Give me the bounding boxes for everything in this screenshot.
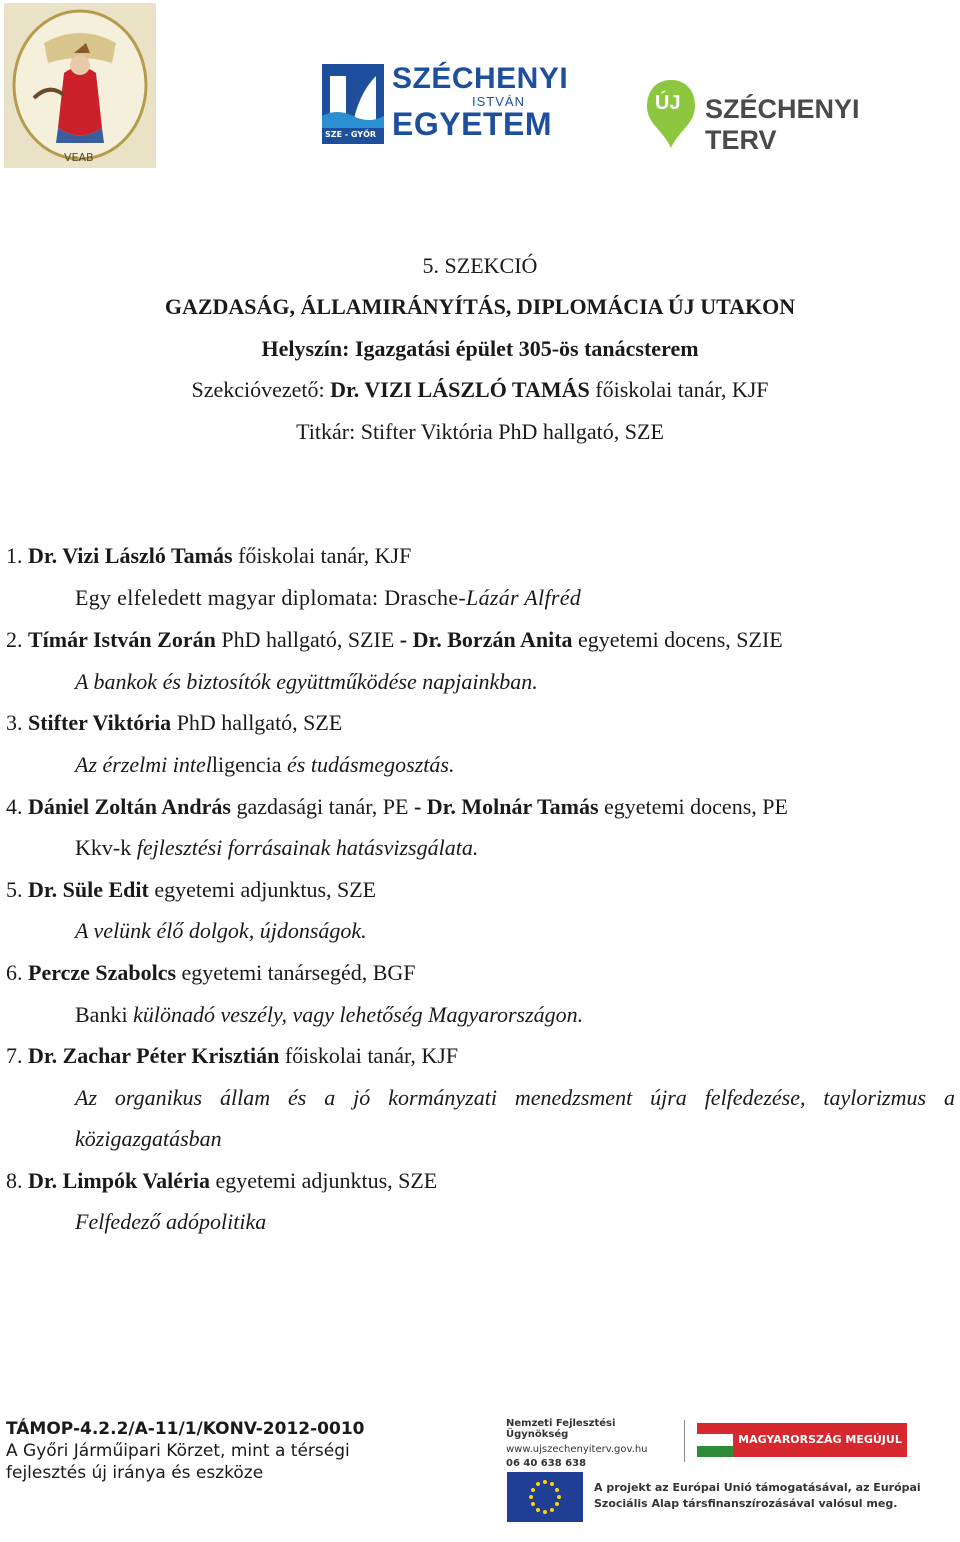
talk-title-italic: fejlesztési forrásainak hatásvizsgálata. xyxy=(136,835,479,860)
nfu-url: www.ujszechenyiterv.gov.hu xyxy=(506,1444,648,1455)
talk-3-title xyxy=(75,752,454,778)
talk-8-title: Felfedező adópolitika xyxy=(75,1209,267,1234)
talk-7-speaker xyxy=(6,1043,458,1069)
talk-title-italic: és tudásmegosztás. xyxy=(281,752,455,777)
leader-name: Dr. VIZI LÁSZLÓ TAMÁS xyxy=(330,377,590,402)
project-code: TÁMOP-4.2.2/A-11/1/KONV-2012-0010 xyxy=(6,1419,365,1439)
talk-title-plain: Egy elfeledett magyar diplomata: Drasche- xyxy=(75,585,467,610)
speaker-name: Tímár István Zorán xyxy=(28,627,216,652)
speaker-name: Dr. Limpók Valéria xyxy=(28,1168,210,1193)
title-word: a xyxy=(324,1085,336,1110)
talk-6-speaker xyxy=(6,960,416,986)
talk-title-plain: Kkv-k xyxy=(75,835,137,860)
speaker-affiliation: egyetemi docens, SZIE xyxy=(572,627,783,652)
talk-5-title: A velünk élő dolgok, újdonságok. xyxy=(75,918,367,943)
talk-title-italic: különadó veszély, vagy lehetőség Magyarországon. xyxy=(133,1002,584,1027)
talk-number: 3. xyxy=(6,710,28,735)
talk-6-title xyxy=(75,1002,583,1028)
speaker-separator: - Dr. xyxy=(399,627,442,652)
title-word: felfedezése, xyxy=(704,1085,806,1110)
nfu-title: Nemzeti Fejlesztési Ügynökség xyxy=(506,1418,616,1440)
title-word: Az xyxy=(75,1085,97,1110)
talk-number: 6. xyxy=(6,960,28,985)
speaker-affiliation: gazdasági tanár, PE xyxy=(230,794,414,819)
speaker-affiliation: főiskolai tanár, KJF xyxy=(232,543,412,568)
talk-number: 7. xyxy=(6,1043,28,1068)
title-word: organikus xyxy=(114,1085,203,1110)
speaker-name: Dr. Vizi László Tamás xyxy=(28,543,233,568)
szechenyi-terv-logo xyxy=(645,78,920,164)
talk-title-italic: Lázár Alfréd xyxy=(466,585,582,610)
talk-title-plain: Banki xyxy=(75,1002,134,1027)
speaker-name: Borzán Anita xyxy=(441,627,573,652)
eu-line1: A projekt az Európai Unió támogatásával, az Európai xyxy=(594,1481,921,1494)
leader-prefix: Szekcióvezető: xyxy=(191,377,331,402)
talk-1-title xyxy=(75,585,581,611)
eu-flag-icon xyxy=(507,1472,583,1522)
talk-4-title xyxy=(75,835,478,861)
title-word: taylorizmus xyxy=(823,1085,927,1110)
sze-name-line1: SZÉCHENYI xyxy=(392,62,569,95)
section-secretary: Titkár: Stifter Viktória PhD hallgató, SZE xyxy=(296,419,664,444)
title-word: jó xyxy=(353,1085,371,1110)
terv-badge-text: ÚJ xyxy=(655,92,681,114)
speaker-affiliation: egyetemi docens, PE xyxy=(598,794,788,819)
talk-number: 4. xyxy=(6,794,28,819)
nfu-phone: 06 40 638 638 xyxy=(506,1458,587,1469)
talk-1-speaker xyxy=(6,543,411,569)
sze-logo xyxy=(322,62,597,148)
talk-7-title-line2: közigazgatásban xyxy=(75,1126,222,1151)
talk-number: 8. xyxy=(6,1168,28,1193)
terv-text: SZÉCHENYI TERV xyxy=(705,94,860,155)
sze-badge-text: SZE - GYŐR xyxy=(325,130,377,139)
academy-logo-sub: VEAB xyxy=(64,151,94,164)
speaker-name: Dániel Zoltán András xyxy=(28,794,231,819)
speaker-affiliation: egyetemi tanársegéd, BGF xyxy=(176,960,416,985)
title-word: állam xyxy=(220,1085,271,1110)
section-number: 5. SZEKCIÓ xyxy=(422,253,538,278)
vertical-divider xyxy=(684,1420,685,1462)
talk-8-speaker xyxy=(6,1168,437,1194)
speaker-name: Stifter Viktória xyxy=(28,710,172,735)
title-word: menedzsment xyxy=(514,1085,633,1110)
talk-number: 5. xyxy=(6,877,28,902)
sze-emblem xyxy=(322,64,384,144)
talk-7-title-line1 xyxy=(75,1085,955,1111)
talk-number: 1. xyxy=(6,543,28,568)
title-word: újra xyxy=(650,1085,687,1110)
speaker-affiliation: egyetemi adjunktus, SZE xyxy=(148,877,377,902)
speaker-name: Dr. Süle Edit xyxy=(28,877,149,902)
project-line2: A Győri Járműipari Körzet, mint a térségi xyxy=(6,1441,350,1461)
section-location: Helyszín: Igazgatási épület 305-ös tanácsterem xyxy=(261,336,699,361)
academy-logo xyxy=(4,3,156,168)
title-word: a xyxy=(943,1085,955,1110)
speaker-affiliation: egyetemi adjunktus, SZE xyxy=(209,1168,438,1193)
sze-name-line3: EGYETEM xyxy=(392,106,552,142)
talk-3-speaker xyxy=(6,710,342,736)
mm-text: MAGYARORSZÁG MEGÚJUL xyxy=(733,1423,907,1457)
speaker-affiliation: főiskolai tanár, KJF xyxy=(279,1043,459,1068)
speaker-name: Dr. Zachar Péter Krisztián xyxy=(28,1043,280,1068)
section-title: GAZDASÁG, ÁLLAMIRÁNYÍTÁS, DIPLOMÁCIA ÚJ UTAKON xyxy=(164,294,796,319)
nfu-block xyxy=(506,1418,676,1469)
magyarorszag-megujul-badge xyxy=(697,1423,907,1457)
title-word: kormányzati xyxy=(388,1085,497,1110)
terv-badge xyxy=(645,78,697,150)
title-word: és xyxy=(288,1085,307,1110)
speaker-affiliation: PhD hallgató, SZE xyxy=(171,710,343,735)
leader-suffix: főiskolai tanár, KJF xyxy=(589,377,769,402)
eu-line2: Szociális Alap társfinanszírozásával valósul meg. xyxy=(594,1497,898,1510)
project-line3: fejlesztés új iránya és eszköze xyxy=(6,1463,264,1483)
hungarian-flag-icon xyxy=(697,1423,733,1457)
talk-title-italic: Az érzelmi intel xyxy=(75,752,212,777)
speaker-name: Molnár Tamás xyxy=(455,794,599,819)
speaker-separator: - Dr. xyxy=(413,794,456,819)
talk-4-speaker xyxy=(6,794,788,820)
talk-number: 2. xyxy=(6,627,28,652)
talk-5-speaker xyxy=(6,877,376,903)
talk-2-speaker xyxy=(6,627,783,653)
talk-title-plain: ligencia xyxy=(211,752,282,777)
sze-name-line2: ISTVÁN xyxy=(472,94,525,109)
footer-project xyxy=(6,1418,365,1484)
speaker-name: Percze Szabolcs xyxy=(28,960,177,985)
eu-text xyxy=(594,1480,921,1512)
speaker-affiliation: PhD hallgató, SZIE xyxy=(215,627,400,652)
section-leader xyxy=(0,377,960,403)
talk-2-title: A bankok és biztosítók együttműködése napjainkban. xyxy=(75,669,538,694)
